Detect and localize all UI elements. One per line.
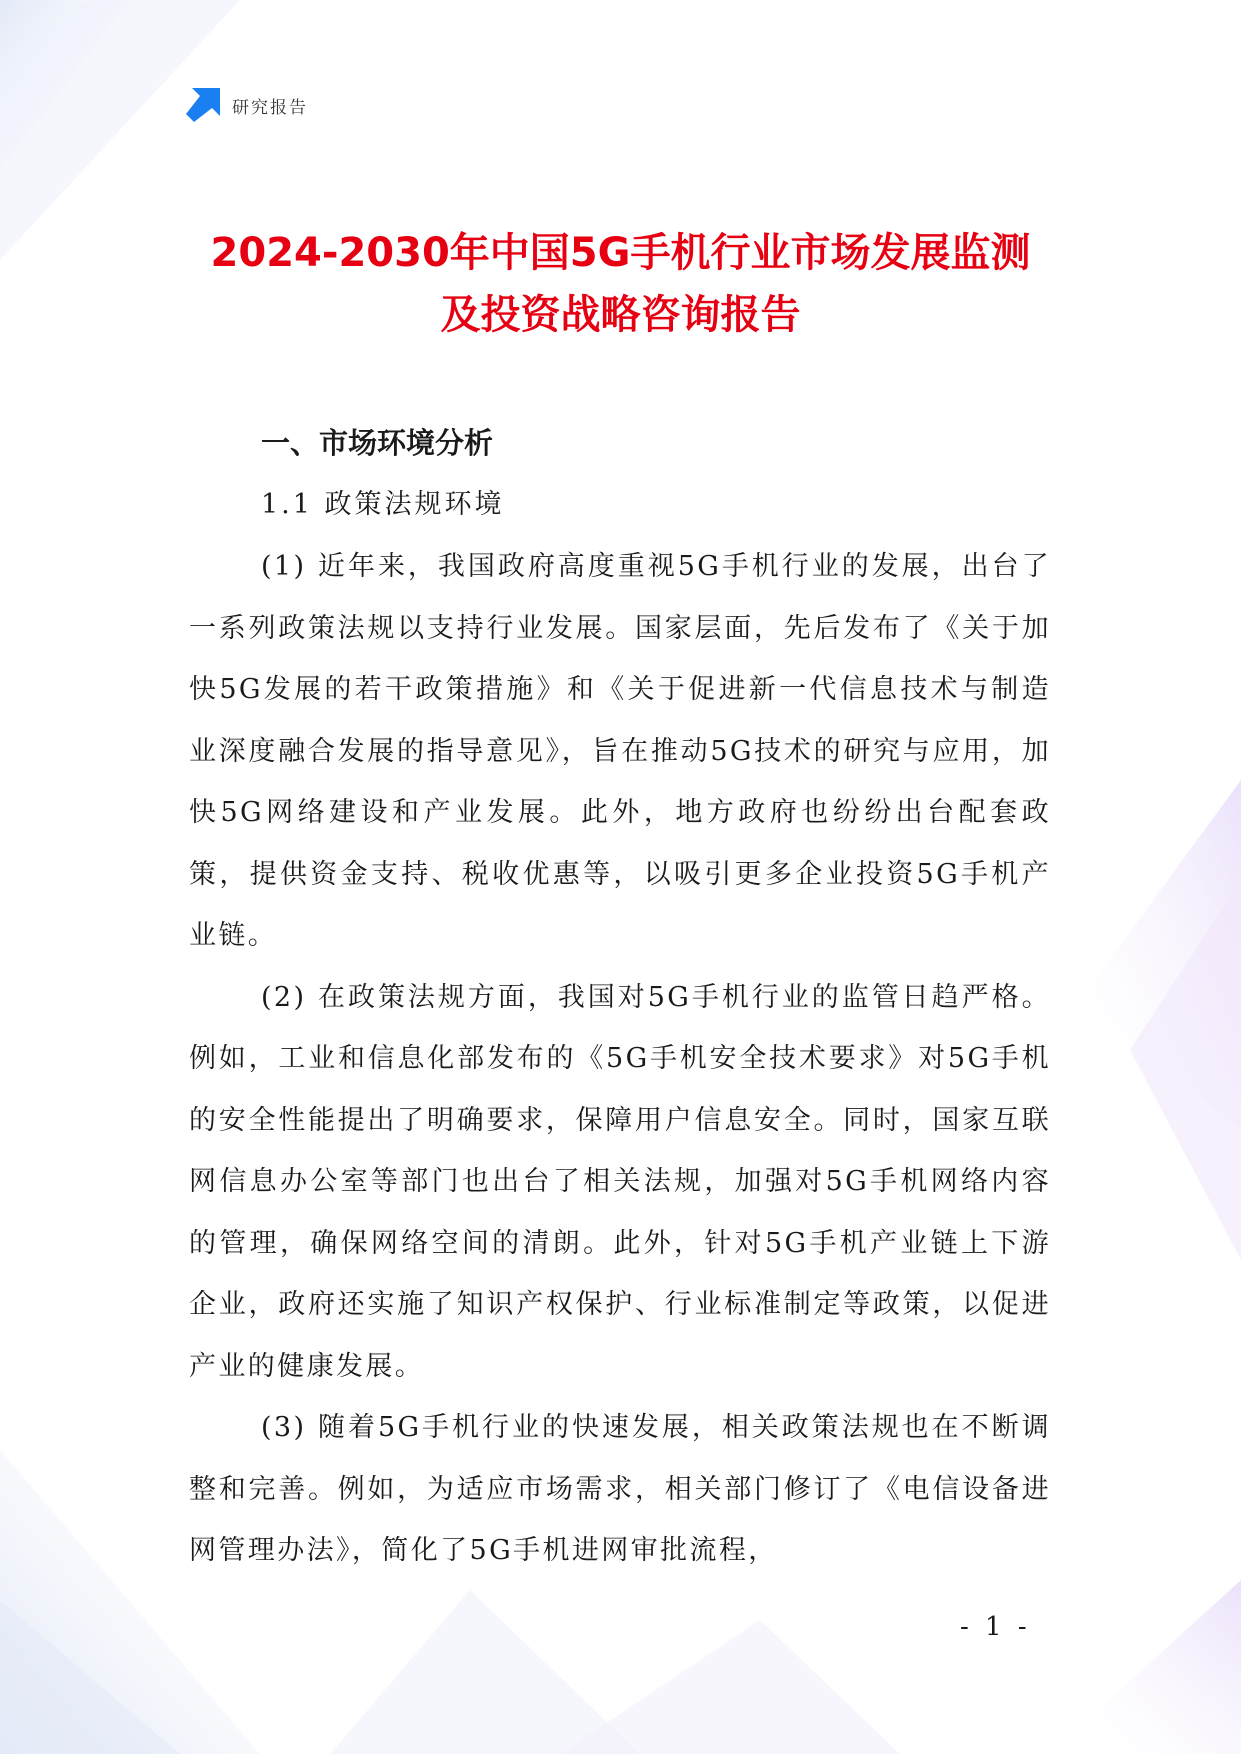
title-line-2: 及投资战略咨询报告 — [440, 292, 801, 338]
title-line-1: 2024-2030年中国5G手机行业市场发展监测 — [210, 230, 1031, 276]
diagonal-arrow-logo-icon — [186, 88, 220, 122]
section-heading: 一、市场环境分析 — [261, 426, 494, 460]
report-header — [186, 88, 308, 122]
paragraph-3: (3) 随着5G手机行业的快速发展，相关政策法规也在不断调整和完善。例如，为适应市场需求，相关部门修订了《电信设备进网管理办法》，简化了5G手机进网审批流程， — [189, 1412, 1051, 1566]
header-label: 研究报告 — [232, 97, 308, 118]
paragraph-2: (2) 在政策法规方面，我国对5G手机行业的监管日趋严格。例如，工业和信息化部发布的《5G手机安全技术要求》对5G手机的安全性能提出了明确要求，保障用户信息安全。同时，国家互联网信息办公室等部门也出台了相关法规，加强对5G手机网络内容的管理，确保网络空间的清朗。此外，针对5G手机产业链上下游企业，政府还实施了知识产权保护、行业标准制定等政策，以促进产业的健康发展。 — [189, 981, 1051, 1382]
report-title — [150, 222, 1091, 346]
report-body — [189, 412, 1051, 1582]
page-number: - 1 - — [960, 1612, 1031, 1642]
subsection-heading: 1.1 政策法规环境 — [261, 489, 505, 520]
paragraph-1: (1) 近年来，我国政府高度重视5G手机行业的发展，出台了一系列政策法规以支持行业发展。国家层面，先后发布了《关于加快5G发展的若干政策措施》和《关于促进新一代信息技术与制造业深度融合发展的指导意见》，旨在推动5G技术的研究与应用，加快5G网络建设和产业发展。此外，地方政府也纷纷出台配套政策，提供资金支持、税收优惠等，以吸引更多企业投资5G手机产业链。 — [189, 551, 1051, 951]
